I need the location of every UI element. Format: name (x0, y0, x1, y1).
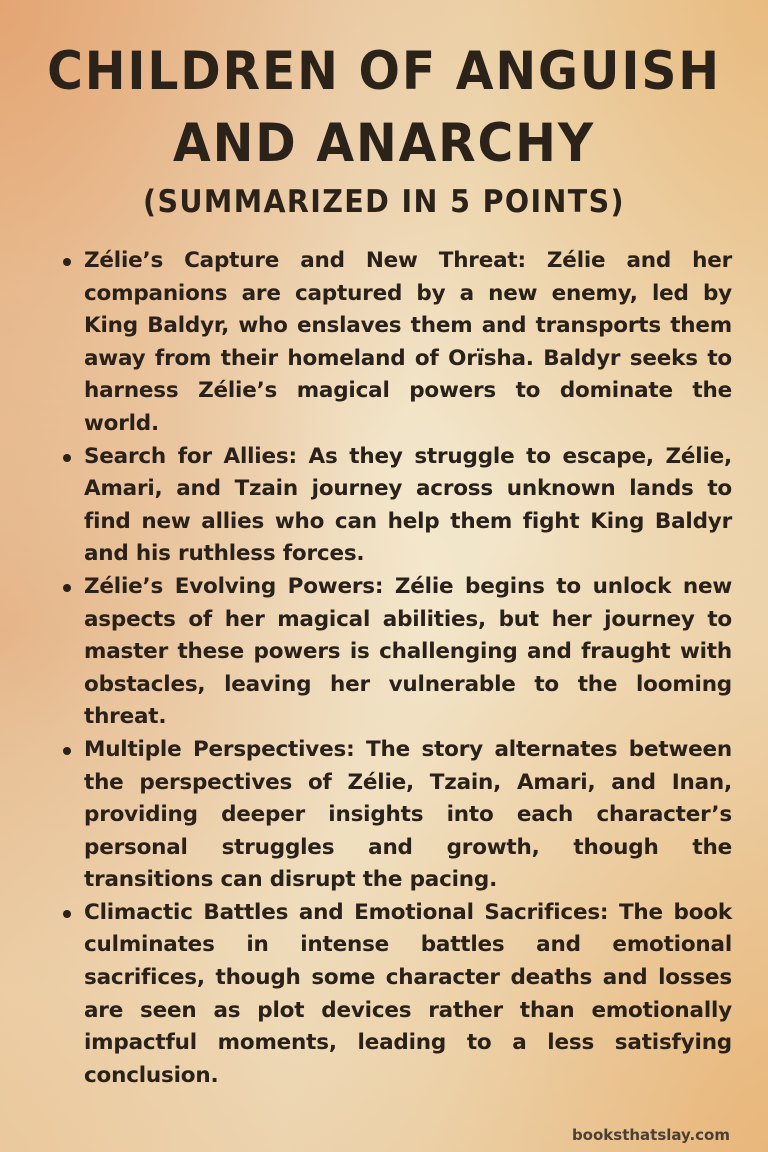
summary-point-5 (58, 897, 732, 1093)
summary-point-2 (58, 441, 732, 571)
summary-point-4 (58, 734, 732, 897)
header (0, 36, 768, 222)
site-watermark: booksthatslay.com (571, 1126, 730, 1144)
page-title-line-1: CHILDREN OF ANGUISH (47, 41, 721, 102)
summary-point-text: Zélie’s Evolving Powers: Zélie begins to unlock new aspects of her magical abilities, but her journey to master these powers is challenging and fraught with obstacles, leaving her vulnerable to the looming threat. (84, 573, 732, 730)
summary-list (58, 245, 732, 1092)
bullet-icon (63, 584, 71, 592)
summary-point-text: Climactic Battles and Emotional Sacrifices: The book culminates in intense battles and emotional sacrifices, though some character deaths and losses are seen as plot devices rather than emotionally impactful moments, leading to a less satisfying conclusion. (84, 899, 732, 1088)
bullet-icon (63, 258, 71, 266)
bullet-icon (63, 454, 71, 462)
bullet-icon (63, 910, 71, 918)
page-title-line-2: AND ANARCHY (173, 113, 595, 174)
page-subtitle: (SUMMARIZED IN 5 POINTS) (143, 184, 625, 220)
summary-point-text: Search for Allies: As they struggle to escape, Zélie, Amari, and Tzain journey across unknown lands to find new allies who can help them fight King Baldyr and his ruthless forces. (84, 443, 732, 567)
summary-point-text: Zélie’s Capture and New Threat: Zélie and her companions are captured by a new enemy, led by King Baldyr, who enslaves them and transports them away from their homeland of Orïsha. Baldyr seeks to harness Zélie’s magical powers to dominate the world. (84, 248, 732, 436)
summary-point-3 (58, 571, 732, 734)
bullet-icon (63, 747, 71, 755)
summary-point-text: Multiple Perspectives: The story alternates between the perspectives of Zélie, Tzain, Amari, and Inan, providing deeper insights into each character’s personal struggles and growth, though the transitions can disrupt the pacing. (84, 736, 732, 893)
summary-point-1 (58, 245, 732, 441)
